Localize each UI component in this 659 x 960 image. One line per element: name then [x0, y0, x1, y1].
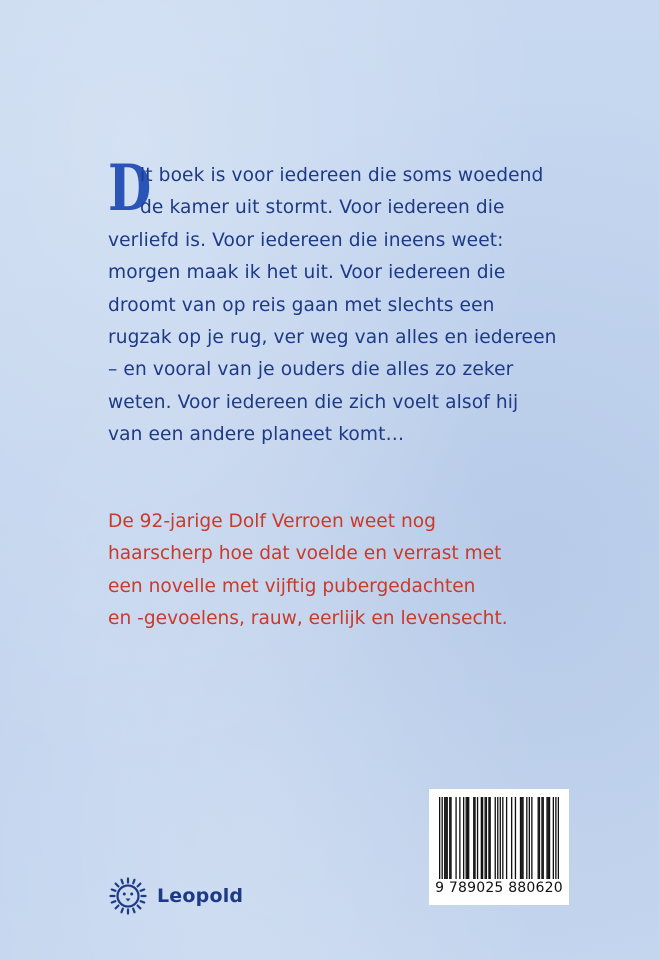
blurb-line: van een andere planeet komt… [108, 424, 405, 446]
barcode-bar [546, 797, 547, 879]
barcode-bar [447, 797, 448, 879]
barcode-bar [515, 797, 516, 879]
barcode-bar [541, 797, 542, 879]
barcode-bar [484, 797, 485, 879]
barcode-bar [549, 797, 550, 879]
barcode-bar [442, 797, 443, 879]
quote-line: haarscherp hoe dat voelde en verrast met [108, 543, 502, 565]
barcode-bar [439, 797, 440, 879]
publisher-name: Leopold [157, 885, 244, 907]
barcode-bar [445, 797, 446, 879]
barcode-bar [450, 797, 451, 879]
barcode-bar [488, 797, 489, 879]
barcode-bar [522, 797, 523, 879]
blurb-line: morgen maak ik het uit. Voor iedereen die [108, 262, 506, 284]
barcode-bar [449, 797, 450, 879]
quote-line: een novelle met vijftig pubergedachten [108, 575, 476, 597]
barcode-bar [486, 797, 487, 879]
barcode-bar [500, 797, 501, 879]
barcode-bar [529, 797, 530, 879]
barcode-bar [543, 797, 544, 879]
drop-cap: D [108, 151, 152, 226]
barcode-bar [539, 797, 540, 879]
barcode-bar [444, 797, 445, 879]
blurb-text [108, 151, 578, 452]
barcode-bar [520, 797, 521, 879]
quote-line: De 92-jarige Dolf Verroen weet nog [108, 511, 436, 532]
barcode-bar [481, 797, 482, 879]
barcode-bar [497, 797, 498, 879]
barcode-bar [455, 797, 456, 879]
quote-line: en -gevoelens, rauw, eerlijk en levensecht. [108, 608, 508, 630]
barcode-bar [506, 797, 507, 879]
barcode-bar [473, 797, 474, 879]
barcode-bar [459, 797, 460, 879]
barcode-bars [439, 797, 559, 879]
blurb-line: verliefd is. Voor iedereen die ineens weet: [108, 229, 504, 251]
blurb-line: weten. Voor iedereen die zich voelt alsof hij [108, 391, 519, 413]
barcode-bar [548, 797, 549, 879]
barcode-bar [531, 797, 532, 879]
barcode-bar [558, 797, 559, 879]
lion-head-icon [108, 876, 148, 916]
barcode-bar [467, 797, 468, 879]
isbn-number: 9 789025 880620 [435, 880, 563, 896]
author-quote [108, 506, 578, 636]
barcode-bar [555, 797, 556, 879]
barcode-bar [521, 797, 522, 879]
barcode-bar [502, 797, 503, 879]
blurb-line: droomt van op reis gaan met slechts een [108, 294, 495, 316]
barcode-bar [495, 797, 496, 879]
blurb-line: rugzak op je rug, ver weg van alles en iedereen [108, 327, 557, 349]
blurb-line: de kamer uit stormt. Voor iedereen die [140, 197, 505, 219]
barcode-bar [463, 797, 464, 879]
blurb-line: – en vooral van je ouders die alles zo zeker [108, 359, 514, 381]
barcode-bar [553, 797, 554, 879]
isbn-barcode [429, 789, 569, 905]
barcode-bar [466, 797, 467, 879]
barcode-bar [468, 797, 469, 879]
barcode-bar [490, 797, 491, 879]
barcode-bar [482, 797, 483, 879]
barcode-bar [511, 797, 512, 879]
blurb-line: it boek is voor iedereen die soms woedend [140, 165, 544, 186]
barcode-bar [526, 797, 527, 879]
publisher-logo [108, 876, 243, 916]
barcode-bar [477, 797, 478, 879]
barcode-bar [538, 797, 539, 879]
barcode-bar [474, 797, 475, 879]
